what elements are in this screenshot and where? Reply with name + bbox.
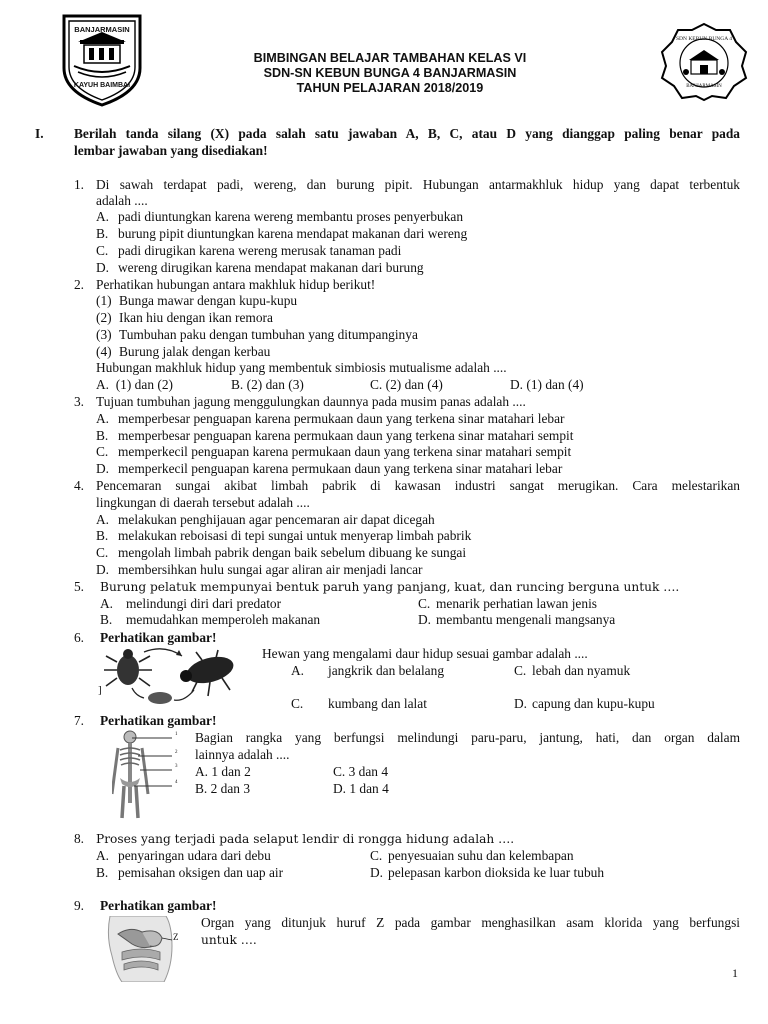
q7-option-b: B. 2 dan 3	[195, 781, 251, 796]
q3-option-c-letter: C.	[96, 444, 109, 459]
q3-stem: Tujuan tumbuhan jagung menggulungkan daunnya pada musim panas adalah ....	[96, 394, 526, 409]
page-number: 1	[732, 966, 738, 980]
q8-option-c-letter: C.	[370, 848, 383, 863]
q4-option-b-letter: B.	[96, 528, 109, 543]
q2-item-4-number: (4)	[96, 344, 112, 359]
q2-item-4-text: Burung jalak dengan kerbau	[119, 344, 271, 359]
q2-item-2-number: (2)	[96, 310, 112, 325]
q3-option-b-letter: B.	[96, 428, 109, 443]
q6-option-2-letter: C.	[514, 663, 527, 678]
q3-option-b-text: memperbesar penguapan karena permukaan daun yang terkena sinar matahari sempit	[118, 428, 574, 443]
q7-option-a: A. 1 dan 2	[195, 764, 251, 779]
skeleton-icon	[112, 730, 190, 822]
q2-question: Hubungan makhluk hidup yang membentuk simbiosis mutualisme adalah ....	[96, 360, 507, 375]
q6-option-3-text: kumbang dan lalat	[328, 696, 427, 711]
left-logo-bottom-text: KAYUH BAIMBAI	[73, 82, 131, 89]
q3-number: 3.	[73, 394, 84, 409]
school-emblem	[660, 22, 748, 102]
q1-stem-line2: adalah ....	[96, 193, 148, 208]
q7-stem-line2: lainnya adalah ....	[195, 747, 290, 762]
q6-option-4-text: capung dan kupu-kupu	[532, 696, 655, 711]
q3-option-a-letter: A.	[96, 411, 110, 426]
q2-item-3-number: (3)	[96, 327, 112, 342]
q1-option-c-letter: C.	[96, 243, 109, 258]
q4-option-c-letter: C.	[96, 545, 109, 560]
q5-option-a-letter: A.	[100, 596, 114, 611]
q2-number: 2.	[73, 277, 84, 292]
q4-option-d-text: membersihkan hulu sungai agar aliran air menjadi lancar	[118, 562, 423, 577]
q1-option-a-letter: A.	[96, 209, 110, 224]
q7-label-1: 1	[175, 732, 178, 737]
q1-option-c-text: padi dirugikan karena wereng merusak tanaman padi	[118, 243, 402, 258]
right-logo-bottom-text: BANJARMASIN	[686, 84, 722, 89]
q6-stem: Hewan yang mengalami daur hidup sesuai gambar adalah ....	[262, 646, 588, 661]
q2-stem: Perhatikan hubungan antara makhluk hidup berikut!	[96, 277, 376, 292]
left-logo-top-text: BANJARMASIN	[74, 25, 130, 34]
q2-item-1-text: Bunga mawar dengan kupu-kupu	[119, 293, 298, 308]
q7-option-c: C. 3 dan 4	[333, 764, 389, 779]
q7-label-2: 2	[175, 750, 178, 755]
q2-option-c: C. (2) dan (4)	[370, 377, 443, 392]
header-title-line2: SDN-SN KEBUN BUNGA 4 BANJARMASIN	[263, 66, 517, 80]
q9-stem-line1: Organ yang ditunjuk huruf Z pada gambar menghasilkan asam klorida yang berfungsi	[201, 915, 740, 930]
q2-option-d: D. (1) dan (4)	[510, 377, 584, 392]
q4-option-b-text: melakukan reboisasi di tepi sungai untuk menyerap limbah pabrik	[118, 528, 472, 543]
q9-stem-line2: untuk ….	[201, 933, 257, 947]
q1-option-d-letter: D.	[96, 260, 110, 275]
q4-option-a-letter: A.	[96, 512, 110, 527]
q5-stem: Burung pelatuk mempunyai bentuk paruh yang panjang, kuat, dan runcing berguna untuk ….	[100, 580, 680, 594]
banjarmasin-emblem	[60, 12, 144, 108]
q1-number: 1.	[73, 177, 84, 192]
section-instruction-line2: lembar jawaban yang disediakan!	[74, 143, 268, 158]
q5-option-b-text: memudahkan memperoleh makanan	[126, 612, 321, 627]
q1-option-a-text: padi diuntungkan karena wereng membantu proses penyerbukan	[118, 209, 464, 224]
header-title-line1: BIMBINGAN BELAJAR TAMBAHAN KELAS VI	[253, 51, 527, 65]
q5-option-c-text: menarik perhatian lawan jenis	[436, 596, 597, 611]
section-roman-numeral: I.	[35, 126, 44, 141]
q4-stem-line2: lingkungan di daerah tersebut adalah ....	[96, 495, 310, 510]
q3-option-c-text: memperkecil penguapan karena permukaan daun yang terkena sinar matahari sempit	[118, 444, 572, 459]
q5-option-d-text: membantu mengenali mangsanya	[436, 612, 616, 627]
q1-option-b-text: burung pipit diuntungkan karena mendapat makanan dari wereng	[118, 226, 468, 241]
q2-option-a: A. (1) dan (2)	[96, 377, 173, 392]
q8-number: 8.	[73, 831, 84, 846]
q6-option-4-letter: D.	[514, 696, 528, 711]
q8-stem: Proses yang terjadi pada selaput lendir di rongga hidung adalah ….	[96, 832, 515, 846]
q4-stem-line1: Pencemaran sungai akibat limbah pabrik di kawasan industri sangat merugikan. Cara melestarikan	[96, 478, 740, 493]
q7-skeleton-figure	[112, 730, 190, 822]
q6-title: Perhatikan gambar!	[100, 630, 217, 645]
q8-option-b-letter: B.	[96, 865, 109, 880]
q9-figure-label-z: Z	[173, 932, 179, 942]
q8-option-d-text: pelepasan karbon dioksida ke luar tubuh	[388, 865, 605, 880]
q4-number: 4.	[73, 478, 84, 493]
q9-number: 9.	[73, 898, 84, 913]
school-seal-icon	[660, 22, 748, 102]
q1-stem-line1: Di sawah terdapat padi, wereng, dan burung pipit. Hubungan antarmakhluk hidup yang dapat terbentuk	[96, 177, 740, 192]
q8-option-b-text: pemisahan oksigen dan uap air	[118, 865, 284, 880]
q7-label-4: 4	[175, 780, 178, 785]
q4-option-a-text: melakukan penghijauan agar pencemaran air dapat dicegah	[118, 512, 435, 527]
q2-item-3-text: Tumbuhan paku dengan tumbuhan yang ditumpanginya	[119, 327, 418, 342]
q8-option-d-letter: D.	[370, 865, 384, 880]
q8-option-a-letter: A.	[96, 848, 110, 863]
q7-label-3: 3	[175, 764, 178, 769]
q4-option-c-text: mengolah limbah pabrik dengan baik sebelum dibuang ke sungai	[118, 545, 467, 560]
q5-option-a-text: melindungi diri dari predator	[126, 596, 282, 611]
header-title-line3: TAHUN PELAJARAN 2018/2019	[296, 81, 484, 95]
q6-figure-mark: ]	[98, 684, 102, 696]
q9-digestive-figure	[102, 916, 186, 982]
q5-number: 5.	[73, 579, 84, 594]
q2-item-1-number: (1)	[96, 293, 112, 308]
q6-option-3-letter: C.	[291, 696, 304, 711]
q5-option-c-letter: C.	[418, 596, 431, 611]
q8-option-a-text: penyaringan udara dari debu	[118, 848, 271, 863]
q4-option-d-letter: D.	[96, 562, 110, 577]
right-logo-top-text: SDN KEBUN BUNGA 4	[675, 36, 733, 42]
q7-stem-line1: Bagian rangka yang berfungsi melindungi paru-paru, jantung, hati, dan organ dalam	[195, 730, 740, 745]
q3-option-a-text: memperbesar penguapan karena permukaan daun yang terkena sinar matahari lebar	[118, 411, 565, 426]
digestive-system-icon	[102, 916, 186, 982]
q6-life-cycle-figure	[98, 646, 250, 706]
q6-option-1-text: jangkrik dan belalang	[328, 663, 445, 678]
q1-option-b-letter: B.	[96, 226, 109, 241]
section-instruction-line1: Berilah tanda silang (X) pada salah satu jawaban A, B, C, atau D yang dianggap paling benar pada	[74, 126, 740, 141]
q6-option-2-text: lebah dan nyamuk	[532, 663, 631, 678]
q7-number: 7.	[73, 713, 84, 728]
q3-option-d-letter: D.	[96, 461, 110, 476]
q6-option-1-letter: A.	[291, 663, 305, 678]
q2-item-2-text: Ikan hiu dengan ikan remora	[119, 310, 273, 325]
q3-option-d-text: memperkecil penguapan karena permukaan daun yang terkena sinar matahari lebar	[118, 461, 563, 476]
q7-option-d: D. 1 dan 4	[333, 781, 389, 796]
q9-title: Perhatikan gambar!	[100, 898, 217, 913]
q5-option-d-letter: D.	[418, 612, 432, 627]
q5-option-b-letter: B.	[100, 612, 113, 627]
beetle-life-cycle-icon	[98, 646, 250, 706]
q6-number: 6.	[73, 630, 84, 645]
q8-option-c-text: penyesuaian suhu dan kelembapan	[388, 848, 574, 863]
q1-option-d-text: wereng dirugikan karena mendapat makanan dari burung	[118, 260, 424, 275]
q7-title: Perhatikan gambar!	[100, 713, 217, 728]
q2-option-b: B. (2) dan (3)	[231, 377, 304, 392]
